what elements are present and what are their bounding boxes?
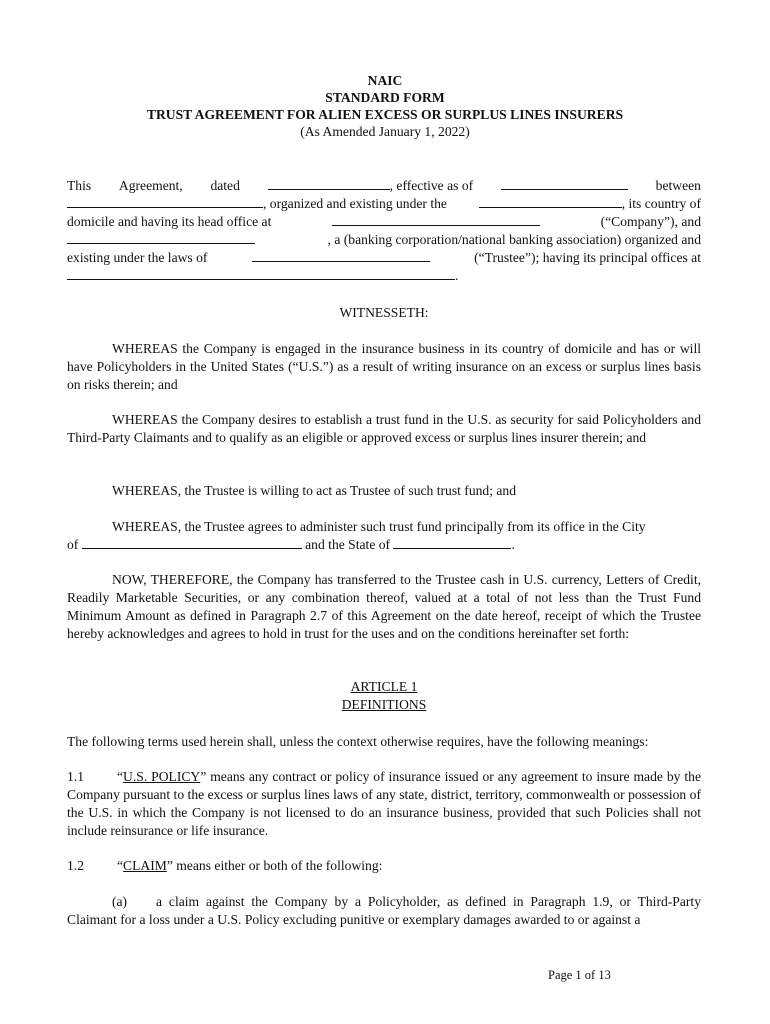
whereas-paragraph-3: WHEREAS, the Trustee is willing to act as Trustee of such trust fund; and [112, 483, 517, 498]
header-amended: (As Amended January 1, 2022) [300, 124, 470, 139]
laws-blank[interactable] [479, 195, 622, 208]
trustee-name-blank[interactable] [67, 231, 255, 244]
page-number: Page 1 of 13 [548, 968, 611, 982]
definitions-intro: The following terms used herein shall, unless the context otherwise requires, have the following meanings: [67, 734, 649, 749]
whereas-paragraph-4: WHEREAS, the Trustee agrees to administer such trust fund principally from its office in the City of and the State of . [67, 519, 646, 552]
whereas-paragraph-2: WHEREAS the Company desires to establish a trust fund in the U.S. as security for said Policyholders and Third-Party Claimants and to qualify as an eligible or approved excess or surplus lines insurer therein; and [67, 412, 701, 445]
intro-line-1: This Agreement, dated , effective as of between [67, 178, 701, 193]
definition-1-2: 1.2 “CLAIM” means either or both of the following: [67, 858, 383, 873]
defined-term: CLAIM [123, 858, 167, 873]
state-blank[interactable] [393, 536, 511, 549]
subsection-label: (a) [112, 894, 128, 909]
date-blank[interactable] [268, 177, 390, 190]
intro-line-4: , a (banking corporation/national banking association) organized and [67, 231, 701, 249]
effective-date-blank[interactable] [501, 177, 628, 190]
intro-line-2: , organized and existing under the , its country of [67, 195, 701, 213]
section-number: 1.1 [67, 769, 84, 784]
witnesseth-heading: WITNESSETH: [339, 305, 429, 320]
definition-1-2-a: (a) a claim against the Company by a Policyholder, as defined in Paragraph 1.9, or Third-Party Claimant for a loss under a U.S. Policy excluding punitive or exemplary damages awarded to or against a [67, 894, 701, 927]
intro-line-5: existing under the laws of (“Trustee”); having its principal offices at [67, 250, 701, 265]
head-office-blank[interactable] [332, 213, 540, 226]
company-name-blank[interactable] [67, 195, 263, 208]
article-title: DEFINITIONS [341, 697, 427, 712]
now-therefore-paragraph: NOW, THEREFORE, the Company has transferred to the Trustee cash in U.S. currency, Letters of Credit, Readily Marketable Securities, or any combination thereof, valued at a total of not less than the Trust Fund Minimum Amount as defined in Paragraph 2.7 of this Agreement on the date hereof, receipt of which the Trustee hereby acknowledges and agrees to hold in trust for the uses and on the conditions hereinafter set forth: [67, 572, 701, 641]
city-blank[interactable] [82, 536, 302, 549]
section-number: 1.2 [67, 858, 84, 873]
definition-1-1: 1.1 “U.S. POLICY” means any contract or policy of insurance issued or any agreement to insure made by the Company pursuant to the excess or surplus lines laws of any state, district, territory, commonwealth or possession of the U.S. in which the Company is not licensed to do an insurance business, provided that such Policies shall not include reinsurance or life insurance. [67, 769, 701, 838]
trustee-laws-blank[interactable] [252, 249, 430, 262]
intro-line-6: . [67, 267, 701, 285]
whereas-paragraph-1: WHEREAS the Company is engaged in the insurance business in its country of domicile and has or will have Policyholders in the United States (“U.S.”) as a result of writing insurance on an excess or surplus lines basis on risks therein; and [67, 341, 701, 392]
intro-line-3: domicile and having its head office at (“Company”), and [67, 214, 701, 229]
intro-paragraph [67, 177, 701, 285]
defined-term: U.S. POLICY [123, 769, 201, 784]
header-org: NAIC [367, 73, 403, 88]
trustee-office-blank[interactable] [67, 267, 455, 280]
article-number: ARTICLE 1 [350, 679, 418, 694]
header-title: TRUST AGREEMENT FOR ALIEN EXCESS OR SURPLUS LINES INSURERS [146, 107, 624, 122]
header-form-type: STANDARD FORM [325, 90, 445, 105]
article-heading [67, 678, 701, 714]
document-header [0, 72, 770, 140]
